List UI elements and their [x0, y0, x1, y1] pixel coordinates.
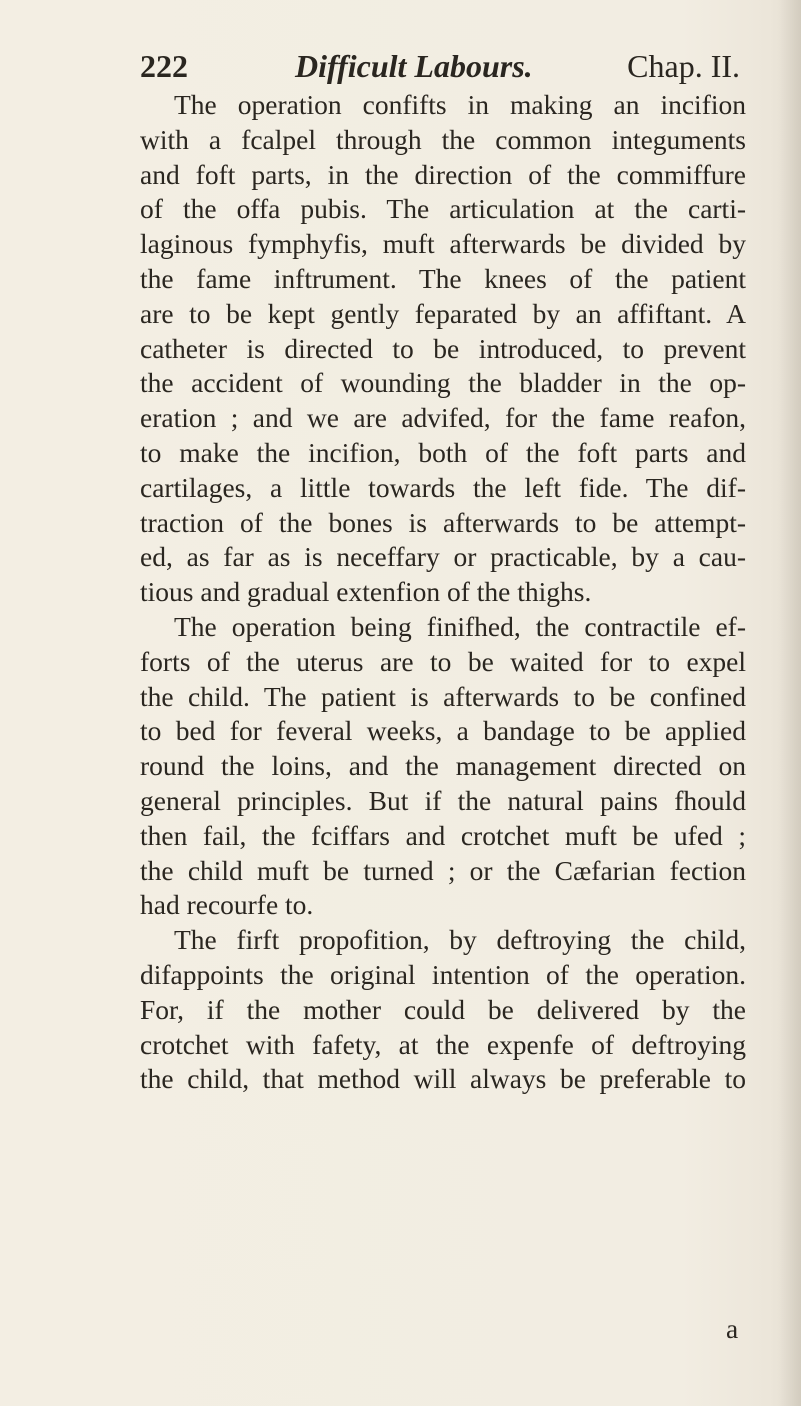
text-line: difappoints the original intention of the operation. [140, 958, 746, 990]
text-line: The operation confifts in making an incifion [174, 89, 746, 120]
catchword: a [726, 1313, 739, 1344]
text-line: the child, that method will always be preferable to [140, 1063, 746, 1095]
text-line: The operation being finifhed, the contractile ef- [174, 610, 746, 642]
text-line: of the offa pubis. The articulation at the carti- [140, 193, 746, 225]
running-title: Difficult Labours. [295, 48, 533, 84]
text-line: cartilages, a little towards the left fide. The dif- [140, 471, 746, 503]
text-line: For, if the mother could be delivered by the [140, 993, 746, 1025]
text-line: the child muft be turned ; or the Cæfarian fection [140, 854, 746, 886]
text-line: laginous fymphyfis, muft afterwards be divided by [140, 228, 746, 260]
text-line: the child. The patient is afterwards to be confined [140, 680, 746, 712]
text-line: had recourfe to. [140, 889, 314, 921]
text-line: and foft parts, in the direction of the commiffure [140, 158, 746, 190]
text-line: eration ; and we are advifed, for the fame reafon, [140, 402, 746, 434]
text-line: The firft propofition, by deftroying the child, [174, 924, 746, 956]
text-line: are to be kept gently feparated by an affiftant. A [140, 297, 746, 329]
text-line: tious and gradual extenfion of the thighs. [140, 576, 592, 608]
page-number: 222 [140, 48, 188, 84]
page-edge-shadow [779, 0, 801, 1406]
text-line: with a fcalpel through the common integuments [140, 123, 746, 155]
page-header [140, 48, 740, 92]
text-line: ed, as far as is neceffary or practicable, by a cau- [140, 541, 746, 573]
body-text [140, 88, 746, 1097]
text-line: then fail, the fciffars and crotchet muft be ufed ; [140, 819, 746, 851]
text-line: crotchet with fafety, at the expenfe of deftroying [140, 1028, 746, 1060]
text-line: catheter is directed to be introduced, to prevent [140, 332, 746, 364]
text-line: traction of the bones is afterwards to be attempt- [140, 506, 746, 538]
chapter-label: Chap. II. [627, 48, 740, 84]
text-line: round the loins, and the management directed on [140, 750, 746, 782]
text-line: to make the incifion, both of the foft parts and [140, 436, 746, 468]
text-line: the accident of wounding the bladder in the op- [140, 367, 746, 399]
text-line: to bed for feveral weeks, a bandage to be applied [140, 715, 746, 747]
text-line: general principles. But if the natural pains fhould [140, 784, 746, 816]
text-line: forts of the uterus are to be waited for to expel [140, 645, 746, 677]
text-line: the fame inftrument. The knees of the patient [140, 262, 746, 294]
